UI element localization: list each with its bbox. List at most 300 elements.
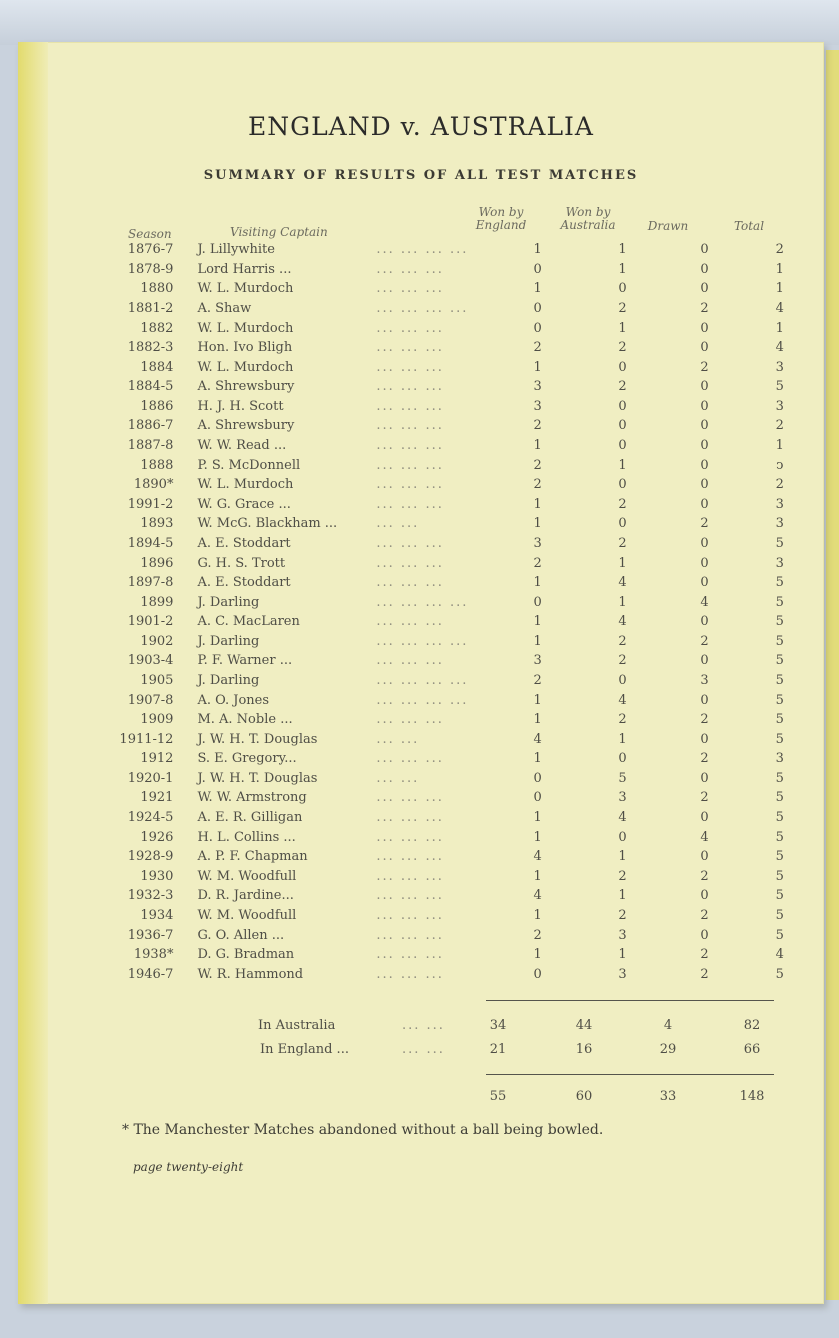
row-captain: J. W. H. T. Douglas [197,770,318,786]
row-captain: A. E. Stoddart [197,535,291,551]
row-season: 1888 [140,457,174,473]
table-row [114,886,814,906]
row-total: 5 [775,379,784,395]
row-season: 1890* [133,477,174,493]
subtotal-australia-total: 82 [743,1018,761,1033]
row-season: 1882-3 [127,340,174,356]
row-total: 5 [775,614,784,630]
row-total: 5 [775,633,784,649]
row-season: 1893 [140,516,174,532]
row-total: 3 [775,398,784,414]
row-won-england: 1 [533,575,542,591]
page-title: ENGLAND v. AUSTRALIA [247,112,594,141]
row-won-australia: 0 [618,477,627,493]
row-won-england: 1 [533,692,542,708]
row-won-australia: 1 [618,261,627,277]
row-drawn: 2 [700,301,709,317]
row-won-england: 0 [533,261,542,277]
row-total: 5 [775,692,784,708]
row-drawn: 2 [700,516,709,532]
row-drawn: 2 [700,868,709,884]
row-won-england: 1 [533,614,542,630]
row-won-australia: 0 [618,281,627,297]
row-won-england: 1 [533,359,542,375]
table-row [114,495,814,515]
row-season: 1907-8 [127,692,174,708]
page-spine [18,42,48,1304]
row-captain: A. O. Jones [197,692,270,708]
table-row [114,416,814,436]
row-total: 5 [775,535,784,551]
row-leader-dots: ... ... [376,770,420,786]
page-subtitle: SUMMARY OF RESULTS OF ALL TEST MATCHES [203,168,639,183]
next-page-edge [826,50,839,1300]
row-captain: A. C. MacLaren [197,614,300,630]
row-won-england: 4 [533,731,542,747]
row-captain: D. G. Bradman [197,947,295,963]
row-won-england: 1 [533,633,542,649]
row-captain: M. A. Noble ... [197,712,293,728]
page-number: page twenty-eight [133,1160,244,1174]
table-row [114,377,814,397]
row-captain: A. Shrewsbury [197,379,295,395]
row-season: 1909 [140,712,174,728]
row-won-australia: 0 [618,516,627,532]
row-drawn: 0 [700,457,709,473]
row-won-england: 2 [533,477,542,493]
row-captain: G. H. S. Trott [197,555,286,571]
row-total: 5 [775,770,784,786]
row-captain: W. M. Woodfull [197,907,297,923]
row-won-england: 4 [533,888,542,904]
row-won-australia: 4 [618,692,627,708]
row-won-australia: 0 [618,398,627,414]
row-won-australia: 0 [618,418,627,434]
row-won-england: 1 [533,516,542,532]
row-won-england: 1 [533,712,542,728]
row-drawn: 2 [700,790,709,806]
table-row [114,338,814,358]
row-won-australia: 1 [618,731,627,747]
table-row [114,455,814,475]
row-captain: H. L. Collins ... [197,829,296,845]
row-season: 1902 [140,633,174,649]
row-total: 5 [775,966,784,982]
row-captain: W. W. Armstrong [197,790,307,806]
row-leader-dots: ... ... ... [376,575,444,591]
row-leader-dots: ... ... ... [376,947,444,963]
row-leader-dots: ... ... ... [376,496,444,512]
row-drawn: 0 [700,810,709,826]
row-season: 1930 [140,868,174,884]
row-captain: P. F. Warner ... [197,653,293,669]
subtotal-england-drawn: 29 [659,1042,677,1057]
grand-total-australia: 60 [575,1089,593,1104]
row-captain: A. Shrewsbury [197,418,295,434]
table-row [114,925,814,945]
row-captain: A. E. Stoddart [197,575,291,591]
row-drawn: 2 [700,751,709,767]
row-captain: W. M. Woodfull [197,868,297,884]
row-captain: W. McG. Blackham ... [197,516,338,532]
table-row [114,788,814,808]
row-leader-dots: ... ... ... [376,907,444,923]
table-row [114,514,814,534]
row-season: 1881-2 [127,301,174,317]
row-won-australia: 3 [618,790,627,806]
table-row [114,357,814,377]
row-leader-dots: ... ... ... ... [376,633,469,649]
row-season: 1880 [140,281,174,297]
row-leader-dots: ... ... ... [376,398,444,414]
row-drawn: 2 [700,359,709,375]
row-won-australia: 2 [618,496,627,512]
row-total: 3 [775,751,784,767]
row-captain: J. Lillywhite [197,242,275,258]
row-captain: A. Shaw [197,301,252,317]
table-row [114,318,814,338]
row-won-australia: 4 [618,575,627,591]
row-leader-dots: ... ... ... [376,849,444,865]
row-total: ↄ [776,457,784,473]
row-won-australia: 2 [618,712,627,728]
subtotal-australia-drawn: 4 [663,1018,673,1033]
row-won-england: 1 [533,751,542,767]
row-total: 5 [775,712,784,728]
row-captain: S. E. Gregory... [197,751,297,767]
row-leader-dots: ... ... ... [376,653,444,669]
subtotal-england-australia: 16 [575,1042,593,1057]
row-leader-dots: ... ... ... [376,810,444,826]
row-won-australia: 0 [618,438,627,454]
row-season: 1901-2 [127,614,174,630]
row-captain: H. J. H. Scott [197,398,284,414]
table-row [114,827,814,847]
row-leader-dots: ... ... [376,516,420,532]
row-captain: J. Darling [197,594,260,610]
row-leader-dots: ... ... ... [376,966,444,982]
row-total: 3 [775,496,784,512]
row-total: 3 [775,359,784,375]
row-drawn: 0 [700,770,709,786]
row-won-australia: 1 [618,888,627,904]
row-total: 2 [775,418,784,434]
row-drawn: 2 [700,907,709,923]
row-season: 1905 [140,673,174,688]
row-leader-dots: ... ... ... ... [376,242,469,258]
row-leader-dots: ... ... ... [376,379,444,395]
row-captain: Lord Harris ... [197,261,292,277]
row-leader-dots: ... ... ... [376,614,444,630]
row-captain: P. S. McDonnell [197,457,301,473]
table-row [114,729,814,749]
row-won-england: 0 [533,966,542,982]
row-won-england: 1 [533,242,542,258]
row-won-england: 0 [533,770,542,786]
row-season: 1936-7 [127,927,174,943]
row-drawn: 0 [700,261,709,277]
row-drawn: 0 [700,477,709,493]
row-season: 1912 [140,751,174,767]
row-won-england: 0 [533,301,542,317]
row-won-australia: 4 [618,614,627,630]
row-won-england: 2 [533,673,542,688]
subtotal-england-dots: ... ... [402,1042,445,1057]
row-leader-dots: ... ... ... ... [376,692,469,708]
header-captain: Visiting Captain [230,225,328,239]
row-drawn: 0 [700,398,709,414]
table-row [114,397,814,417]
row-season: 1946-7 [127,966,174,982]
row-total: 5 [775,927,784,943]
row-season: 1921 [140,790,174,806]
row-won-australia: 1 [618,242,627,258]
row-captain: J. Darling [197,633,260,649]
row-drawn: 4 [700,594,709,610]
row-total: 3 [775,516,784,532]
row-season: 1938* [133,947,174,963]
subtotal-england-england: 21 [489,1042,507,1057]
table-row [114,240,814,260]
row-won-australia: 1 [618,594,627,610]
row-season: 1903-4 [127,653,174,669]
row-drawn: 0 [700,555,709,571]
row-season: 1896 [140,555,174,571]
row-season: 1899 [140,594,174,610]
table-row [114,592,814,612]
header-season: Season [128,227,172,241]
row-total: 5 [775,594,784,610]
row-won-england: 1 [533,438,542,454]
row-leader-dots: ... ... ... [376,888,444,904]
row-season: 1884 [140,359,174,375]
row-leader-dots: ... ... ... [376,340,444,356]
row-captain: A. E. R. Gilligan [197,810,303,826]
row-leader-dots: ... ... ... [376,790,444,806]
table-row [114,847,814,867]
row-leader-dots: ... ... ... [376,477,444,493]
row-total: 5 [775,790,784,806]
row-drawn: 0 [700,888,709,904]
row-captain: W. G. Grace ... [197,496,291,512]
row-total: 5 [775,575,784,591]
row-won-england: 3 [533,398,542,414]
row-total: 4 [775,340,784,356]
row-won-australia: 1 [618,320,627,336]
row-leader-dots: ... ... ... [376,359,444,375]
header-won-australia: Won by Australia [560,205,616,232]
row-total: 5 [775,829,784,845]
row-leader-dots: ... ... ... ... [376,594,469,610]
row-drawn: 0 [700,281,709,297]
table-row [114,749,814,769]
row-drawn: 0 [700,340,709,356]
row-leader-dots: ... ... ... [376,261,444,277]
row-leader-dots: ... ... ... [376,927,444,943]
footnote: * The Manchester Matches abandoned without a ball being bowled. [122,1122,604,1138]
row-season: 1886-7 [127,418,174,434]
background-top [0,0,839,45]
row-total: 5 [775,673,784,688]
row-won-england: 1 [533,829,542,845]
row-won-australia: 2 [618,653,627,669]
row-total: 1 [775,281,784,297]
row-won-australia: 2 [618,301,627,317]
row-won-australia: 1 [618,849,627,865]
row-season: 1878-9 [127,261,174,277]
row-total: 4 [775,301,784,317]
row-captain: A. P. F. Chapman [197,849,308,865]
grand-total-total: 148 [739,1089,765,1104]
row-won-australia: 1 [618,947,627,963]
row-won-england: 0 [533,790,542,806]
row-total: 3 [775,555,784,571]
row-leader-dots: ... ... ... [376,555,444,571]
table-row [114,906,814,926]
row-leader-dots: ... ... ... ... [376,673,469,688]
row-won-england: 1 [533,496,542,512]
row-captain: W. L. Murdoch [197,320,294,336]
grand-total-england: 55 [489,1089,507,1104]
row-captain: J. Darling [197,673,260,688]
row-leader-dots: ... ... ... [376,457,444,473]
row-drawn: 0 [700,438,709,454]
table-row [114,710,814,730]
row-drawn: 0 [700,614,709,630]
row-won-england: 1 [533,868,542,884]
table-row [114,690,814,710]
table-row [114,867,814,887]
row-drawn: 4 [700,829,709,845]
row-leader-dots: ... ... ... ... [376,301,469,317]
row-won-england: 1 [533,907,542,923]
row-drawn: 2 [700,947,709,963]
row-won-england: 1 [533,947,542,963]
row-won-england: 2 [533,457,542,473]
table-row [114,769,814,789]
row-drawn: 0 [700,653,709,669]
table-row [114,612,814,632]
table-row [114,945,814,965]
results-table [114,240,814,984]
row-won-australia: 3 [618,966,627,982]
row-drawn: 0 [700,320,709,336]
row-season: 1897-8 [127,575,174,591]
row-drawn: 0 [700,535,709,551]
row-won-england: 1 [533,810,542,826]
row-season: 1887-8 [127,438,174,454]
booklet-page [18,42,824,1304]
row-won-england: 2 [533,555,542,571]
row-won-australia: 2 [618,907,627,923]
header-drawn: Drawn [647,219,689,233]
row-total: 5 [775,653,784,669]
row-captain: W. L. Murdoch [197,477,294,493]
row-won-england: 2 [533,340,542,356]
row-won-england: 3 [533,535,542,551]
header-won-england: Won by England [475,205,527,232]
subtotal-england-total: 66 [743,1042,761,1057]
row-season: 1876-7 [127,242,174,258]
total-rule [486,1074,774,1075]
table-row [114,279,814,299]
row-won-australia: 0 [618,359,627,375]
row-drawn: 3 [700,673,709,688]
row-season: 1991-2 [127,496,174,512]
row-captain: W. L. Murdoch [197,359,294,375]
row-total: 5 [775,888,784,904]
row-won-england: 1 [533,281,542,297]
row-won-australia: 0 [618,829,627,845]
row-leader-dots: ... ... ... [376,320,444,336]
row-drawn: 0 [700,731,709,747]
row-season: 1928-9 [127,849,174,865]
row-total: 1 [775,261,784,277]
row-captain: J. W. H. T. Douglas [197,731,318,747]
row-drawn: 0 [700,849,709,865]
row-won-england: 2 [533,927,542,943]
row-total: 1 [775,438,784,454]
row-season: 1926 [140,829,174,845]
row-won-australia: 2 [618,868,627,884]
row-won-england: 2 [533,418,542,434]
row-won-england: 4 [533,849,542,865]
row-captain: W. W. Read ... [197,438,287,454]
row-season: 1884-5 [127,379,174,395]
subtotal-australia-england: 34 [489,1018,507,1033]
row-leader-dots: ... ... [376,731,420,747]
table-row [114,632,814,652]
row-season: 1886 [140,398,174,414]
row-won-australia: 3 [618,927,627,943]
row-season: 1934 [140,907,174,923]
header-total: Total [733,219,765,233]
row-leader-dots: ... ... ... [376,535,444,551]
row-won-australia: 2 [618,379,627,395]
row-drawn: 0 [700,692,709,708]
table-row [114,671,814,691]
subtotal-australia-dots: ... ... [402,1018,445,1033]
row-captain: Hon. Ivo Bligh [197,340,293,356]
table-row [114,260,814,280]
row-won-australia: 1 [618,555,627,571]
row-won-australia: 2 [618,633,627,649]
table-row [114,299,814,319]
row-total: 5 [775,731,784,747]
table-row [114,553,814,573]
table-row [114,651,814,671]
row-total: 1 [775,320,784,336]
row-drawn: 0 [700,496,709,512]
row-leader-dots: ... ... ... [376,438,444,454]
table-row [114,475,814,495]
row-leader-dots: ... ... ... [376,751,444,767]
row-won-australia: 1 [618,457,627,473]
row-drawn: 2 [700,633,709,649]
row-won-australia: 0 [618,673,627,688]
table-row [114,436,814,456]
row-won-australia: 2 [618,340,627,356]
row-won-england: 3 [533,653,542,669]
table-row [114,808,814,828]
row-won-australia: 2 [618,535,627,551]
row-captain: W. L. Murdoch [197,281,294,297]
row-leader-dots: ... ... ... [376,712,444,728]
row-leader-dots: ... ... ... [376,418,444,434]
row-leader-dots: ... ... ... [376,829,444,845]
row-captain: W. R. Hammond [197,966,304,982]
table-row [114,573,814,593]
